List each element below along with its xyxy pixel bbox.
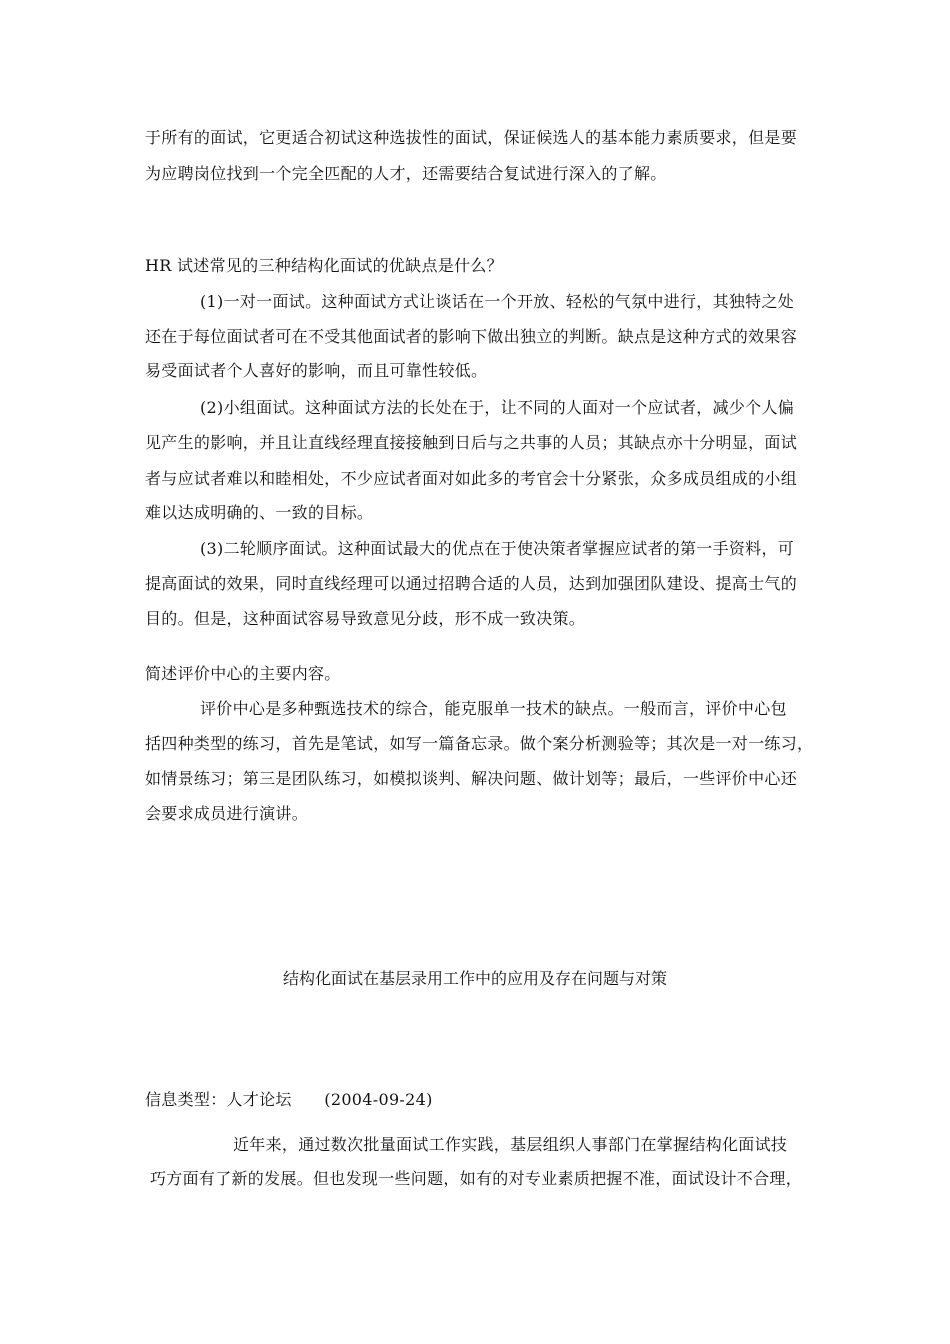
article-title: 结构化面试在基层录用工作中的应用及存在问题与对策 xyxy=(282,969,667,988)
paragraph-line: 见产生的影响，并且让直线经理直接接触到日后与之共事的人员；其缺点亦十分明显，面试 xyxy=(145,433,798,452)
article-info: 信息类型：人才论坛 (2004-09-24) xyxy=(145,1090,433,1109)
question-heading: 简述评价中心的主要内容。 xyxy=(145,664,341,683)
paragraph-line: 为应聘岗位找到一个完全匹配的人才，还需要结合复试进行深入的了解。 xyxy=(145,164,667,183)
paragraph-line: 于所有的面试，它更适合初试这种选拔性的面试，保证候选人的基本能力素质要求，但是要 xyxy=(145,128,798,147)
paragraph-line: 近年来，通过数次批量面试工作实践，基层组织人事部门在掌握结构化面试技 xyxy=(233,1135,788,1154)
paragraph-line: 括四种类型的练习，首先是笔试，如写一篇备忘录。做个案分析测验等；其次是一对一练习， xyxy=(145,734,814,753)
paragraph-line: 如情景练习；第三是团队练习，如模拟谈判、解决问题、做计划等；最后，一些评价中心还 xyxy=(145,769,798,788)
paragraph-line: 目的。但是，这种面试容易导致意见分歧，形不成一致决策。 xyxy=(145,609,586,628)
paragraph-line: 会要求成员进行演讲。 xyxy=(145,804,309,823)
paragraph-line: 易受面试者个人喜好的影响，而且可靠性较低。 xyxy=(145,361,488,380)
paragraph-line: 提高面试的效果，同时直线经理可以通过招聘合适的人员，达到加强团队建设、提高士气的 xyxy=(145,574,798,593)
question-heading: HR 试述常见的三种结构化面试的优缺点是什么？ xyxy=(145,256,503,275)
paragraph-line: 还在于每位面试者可在不受其他面试者的影响下做出独立的判断。缺点是这种方式的效果容 xyxy=(145,327,798,346)
paragraph-line: (2)小组面试。这种面试方法的长处在于，让不同的人面对一个应试者，减少个人偏 xyxy=(200,398,795,417)
paragraph-line: (1)一对一面试。这种面试方式让谈话在一个开放、轻松的气氛中进行，其独特之处 xyxy=(200,292,795,311)
paragraph-line: 评价中心是多种甄选技术的综合，能克服单一技术的缺点。一般而言，评价中心包 xyxy=(200,699,787,718)
paragraph-line: (3)二轮顺序面试。这种面试最大的优点在于使决策者掌握应试者的第一手资料，可 xyxy=(200,539,795,558)
paragraph-line: 者与应试者难以和睦相处，不少应试者面对如此多的考官会十分紧张，众多成员组成的小组 xyxy=(145,469,798,488)
paragraph-line: 巧方面有了新的发展。但也发现一些问题，如有的对专业素质把握不准，面试设计不合理， xyxy=(150,1169,803,1188)
paragraph-line: 难以达成明确的、一致的目标。 xyxy=(145,503,374,522)
